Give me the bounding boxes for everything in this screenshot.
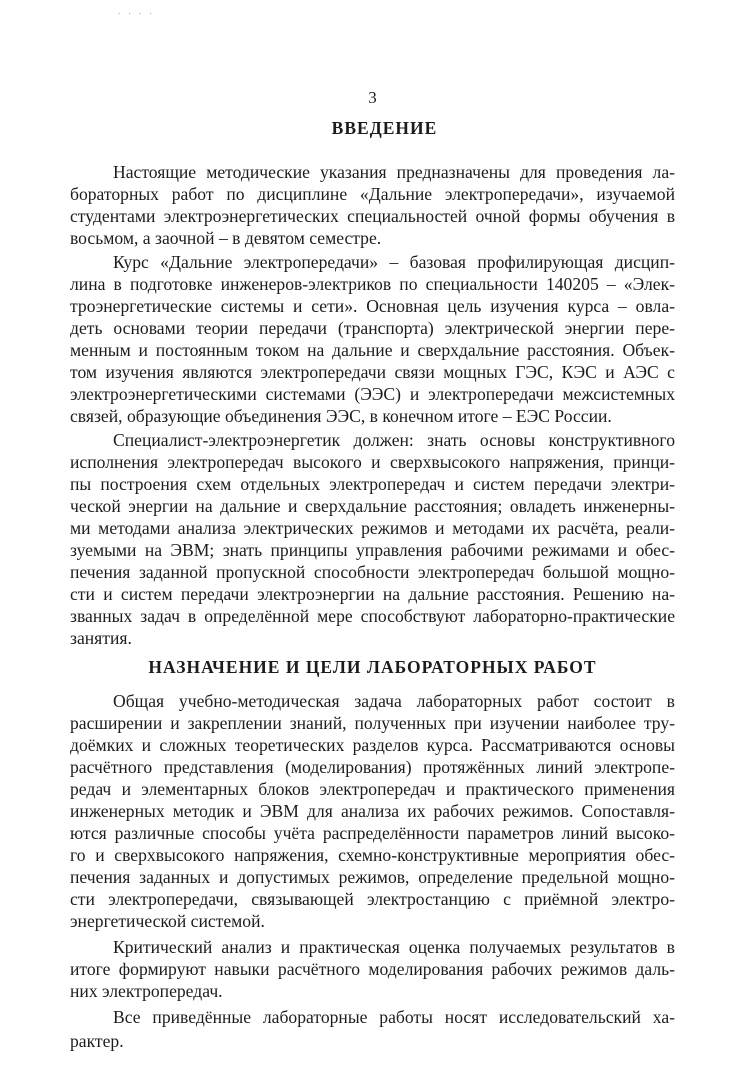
- text-line: исполнения электропередач высокого и сверхвысокого напряжения, принци-: [70, 452, 675, 472]
- text-line: занятия.: [70, 628, 132, 648]
- text-line: ются различные способы учёта распределённости параметров линий высоко-: [70, 823, 675, 843]
- text-line: итоге формируют навыки расчётного моделирования рабочих режимов даль-: [70, 959, 675, 979]
- text-line: званных задач в определённой мере способствуют лабораторно-практические: [70, 606, 675, 626]
- text-line: Специалист-электроэнергетик должен: знать основы конструктивного: [113, 430, 675, 450]
- text-line: расчётного представления (моделирования) протяжённых линий электропе-: [70, 757, 675, 777]
- text-line: печения заданных и допустимых режимов, определение предельной мощно-: [70, 867, 675, 887]
- text-line: расширении и закреплении знаний, полученных при изучении наиболее тру-: [70, 713, 675, 733]
- text-line: сти электропередачи, связывающей электростанцию с приёмной электро-: [70, 889, 675, 909]
- text-line: рактер.: [70, 1031, 124, 1051]
- text-line: Критический анализ и практическая оценка получаемых результатов в: [113, 937, 675, 957]
- text-line: восьмом, а заочной – в девятом семестре.: [70, 228, 382, 248]
- text-line: сти и систем передачи электроэнергии на дальние расстояния. Решению на-: [70, 584, 675, 604]
- page-number: 3: [368, 88, 377, 107]
- text-line: зуемыми на ЭВМ; знать принципы управления рабочими режимами и обес-: [70, 540, 675, 560]
- text-line: студентами электроэнергетических специальностей очной формы обучения в: [70, 206, 675, 226]
- text-line: менным и постоянным током на дальние и сверхдальние расстояния. Объек-: [70, 340, 675, 360]
- text-line: бораторных работ по дисциплине «Дальние электропередачи», изучаемой: [70, 184, 675, 204]
- section-title-purpose: НАЗНАЧЕНИЕ И ЦЕЛИ ЛАБОРАТОРНЫХ РАБОТ: [148, 657, 597, 677]
- section-title-introduction: ВВЕДЕНИЕ: [331, 118, 438, 138]
- text-line: них электропередач.: [70, 981, 223, 1001]
- text-line: Курс «Дальние электропередачи» – базовая профилирующая дисцип-: [113, 252, 675, 272]
- text-line: печения заданной пропускной способности электропередач большой мощно-: [70, 562, 675, 582]
- text-line: ми методами анализа электрических режимов и методами их расчёта, реали-: [70, 518, 675, 538]
- scan-marks: . . . .: [118, 6, 155, 16]
- text-line: том изучения являются электропередачи связи мощных ГЭС, КЭС и АЭС с: [70, 362, 675, 382]
- text-line: редач и элементарных блоков электропередач и практического применения: [70, 779, 675, 799]
- text-line: ческой энергии на дальние и сверхдальние расстояния; овладеть инженерны-: [70, 496, 675, 516]
- text-line: электроэнергетическими системами (ЭЭС) и электропередачи межсистемных: [70, 384, 675, 404]
- text-line: доёмких и сложных теоретических разделов курса. Рассматриваются основы: [70, 735, 675, 755]
- text-line: Общая учебно-методическая задача лабораторных работ состоит в: [113, 691, 675, 711]
- text-line: энергетической системой.: [70, 911, 265, 931]
- text-line: пы построения схем отдельных электропередач и систем передачи электри-: [70, 474, 675, 494]
- text-line: троэнергетические системы и сети». Основная цель изучения курса – овла-: [70, 296, 675, 316]
- text-line: Все приведённые лабораторные работы носят исследовательский ха-: [113, 1007, 675, 1027]
- text-line: Настоящие методические указания предназначены для проведения ла-: [113, 162, 675, 182]
- text-line: связей, образующие объединения ЭЭС, в конечном итоге – ЕЭС России.: [70, 406, 612, 426]
- text-line: инженерных методик и ЭВМ для анализа их рабочих режимов. Сопоставля-: [70, 801, 675, 821]
- text-line: деть основами теории передачи (транспорта) электрической энергии пере-: [70, 318, 675, 338]
- text-line: го и сверхвысокого напряжения, схемно-конструктивные мероприятия обес-: [70, 845, 675, 865]
- text-line: лина в подготовке инженеров-электриков по специальности 140205 – «Элек-: [70, 274, 675, 294]
